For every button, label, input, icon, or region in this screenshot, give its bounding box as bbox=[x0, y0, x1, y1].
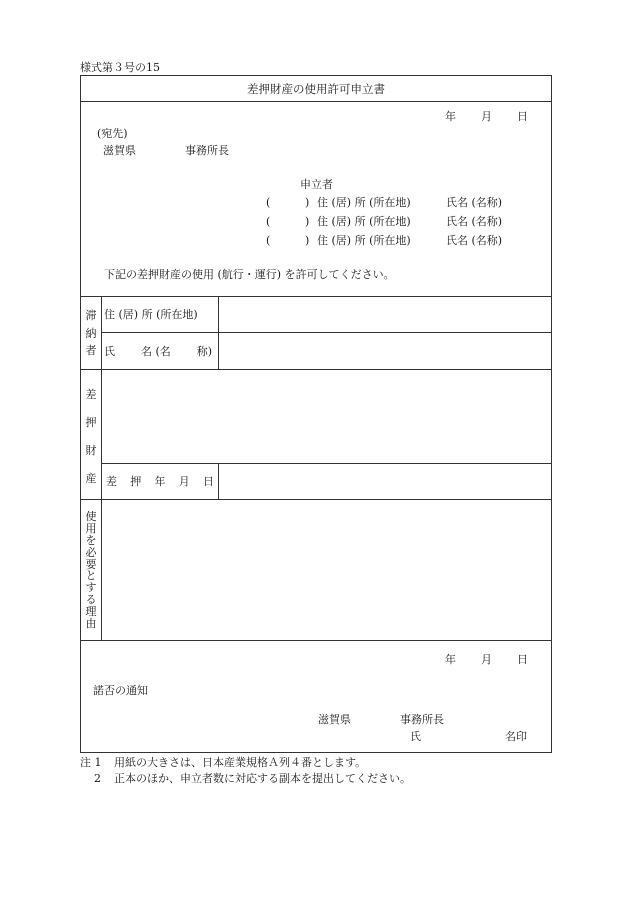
seizure-date-part-3: 年 bbox=[154, 475, 166, 488]
delinquent-section-label bbox=[81, 307, 101, 360]
notice-date-year: 年 bbox=[445, 653, 456, 666]
applicant-paren-open-2: ( bbox=[266, 215, 271, 228]
delinquent-label-rule bbox=[218, 296, 219, 369]
addressee-pref: 滋賀県 bbox=[103, 144, 136, 157]
property-char-4: 産 bbox=[85, 472, 97, 486]
section-divider-1 bbox=[80, 369, 552, 370]
applicant-address-3: 住 (居) 所 (所在地) bbox=[317, 234, 411, 247]
applicant-address-2: 住 (居) 所 (所在地) bbox=[317, 215, 411, 228]
note-1-number: 注 1 bbox=[80, 756, 102, 769]
section-divider-2 bbox=[80, 499, 552, 500]
property-divider bbox=[101, 463, 552, 464]
property-char-2: 押 bbox=[85, 416, 97, 430]
property-char-1: 差 bbox=[85, 388, 97, 401]
note-1-text: 用紙の大きさは、日本産業規格Ａ列４番とします。 bbox=[114, 756, 367, 769]
form-number: 様式第３号の15 bbox=[80, 61, 160, 74]
note-2-number: 2 bbox=[94, 772, 101, 785]
notice-date-month: 月 bbox=[481, 653, 492, 666]
reason-char-4: 必 bbox=[85, 545, 97, 559]
title-divider bbox=[80, 101, 552, 102]
date-label-rule bbox=[218, 463, 219, 499]
delinquent-char-1: 滞 bbox=[85, 309, 97, 322]
applicant-address-1: 住 (居) 所 (所在地) bbox=[317, 196, 411, 209]
addressee-prefix: (宛先) bbox=[97, 127, 128, 140]
notice-seal: 名印 bbox=[505, 730, 527, 743]
delinquent-name-part-1: 氏 bbox=[104, 345, 115, 358]
property-section-label bbox=[81, 381, 101, 493]
applicant-paren-open-1: ( bbox=[266, 196, 271, 209]
reason-char-9: 理 bbox=[85, 605, 97, 618]
applicant-paren-close-2: ) bbox=[305, 215, 310, 228]
applicant-paren-open-3: ( bbox=[266, 234, 271, 247]
seizure-date-part-2: 押 bbox=[130, 475, 142, 488]
reason-char-5: 要 bbox=[85, 557, 97, 571]
applicant-name-1: 氏名 (名称) bbox=[446, 196, 503, 209]
notice-pref: 滋賀県 bbox=[318, 713, 351, 726]
form-title: 差押財産の使用許可申立書 bbox=[247, 82, 385, 96]
delinquent-divider bbox=[101, 332, 552, 333]
property-char-3: 財 bbox=[85, 444, 97, 458]
delinquent-char-3: 者 bbox=[85, 344, 97, 358]
date-year: 年 bbox=[445, 110, 456, 123]
section-divider-3 bbox=[80, 640, 552, 641]
reason-char-3: を bbox=[85, 533, 97, 547]
applicant-name-3: 氏名 (名称) bbox=[446, 234, 503, 247]
delinquent-name-part-3: 称) bbox=[196, 345, 212, 358]
notice-label: 諾否の通知 bbox=[93, 684, 148, 697]
delinquent-name-label bbox=[104, 346, 212, 357]
reason-char-7: す bbox=[85, 581, 97, 595]
notice-office: 事務所長 bbox=[400, 713, 444, 726]
delinquent-address-label: 住 (居) 所 (所在地) bbox=[104, 308, 198, 321]
seizure-date-part-1: 差 bbox=[106, 475, 117, 488]
header-divider bbox=[80, 296, 552, 297]
applicant-paren-close-3: ) bbox=[305, 234, 310, 247]
reason-char-10: 由 bbox=[85, 616, 97, 630]
applicant-paren-close-1: ) bbox=[305, 196, 310, 209]
seizure-date-part-4: 月 bbox=[178, 475, 190, 488]
delinquent-name-part-2: 名 (名 bbox=[140, 345, 171, 358]
addressee-office: 事務所長 bbox=[185, 144, 229, 157]
note-2-text: 正本のほか、申立者数に対応する副本を提出してください。 bbox=[114, 772, 411, 785]
reason-char-8: る bbox=[85, 593, 97, 607]
label-column-rule bbox=[101, 296, 102, 640]
reason-char-1: 使 bbox=[85, 510, 97, 523]
reason-char-6: と bbox=[85, 569, 97, 583]
delinquent-char-2: 納 bbox=[85, 326, 97, 340]
seizure-date-label bbox=[106, 476, 214, 487]
applicant-name-2: 氏名 (名称) bbox=[446, 215, 503, 228]
notice-date-day: 日 bbox=[517, 653, 528, 666]
applicant-heading: 申立者 bbox=[300, 178, 333, 191]
date-month: 月 bbox=[481, 110, 492, 123]
request-text: 下記の差押財産の使用 (航行・運行) を許可してください。 bbox=[104, 268, 395, 281]
date-day: 日 bbox=[517, 110, 528, 123]
seizure-date-part-5: 日 bbox=[203, 475, 214, 488]
reason-char-2: 用 bbox=[85, 521, 97, 535]
reason-section-label bbox=[81, 511, 101, 630]
notice-name-prefix: 氏 bbox=[410, 730, 421, 743]
form-frame bbox=[80, 75, 552, 753]
